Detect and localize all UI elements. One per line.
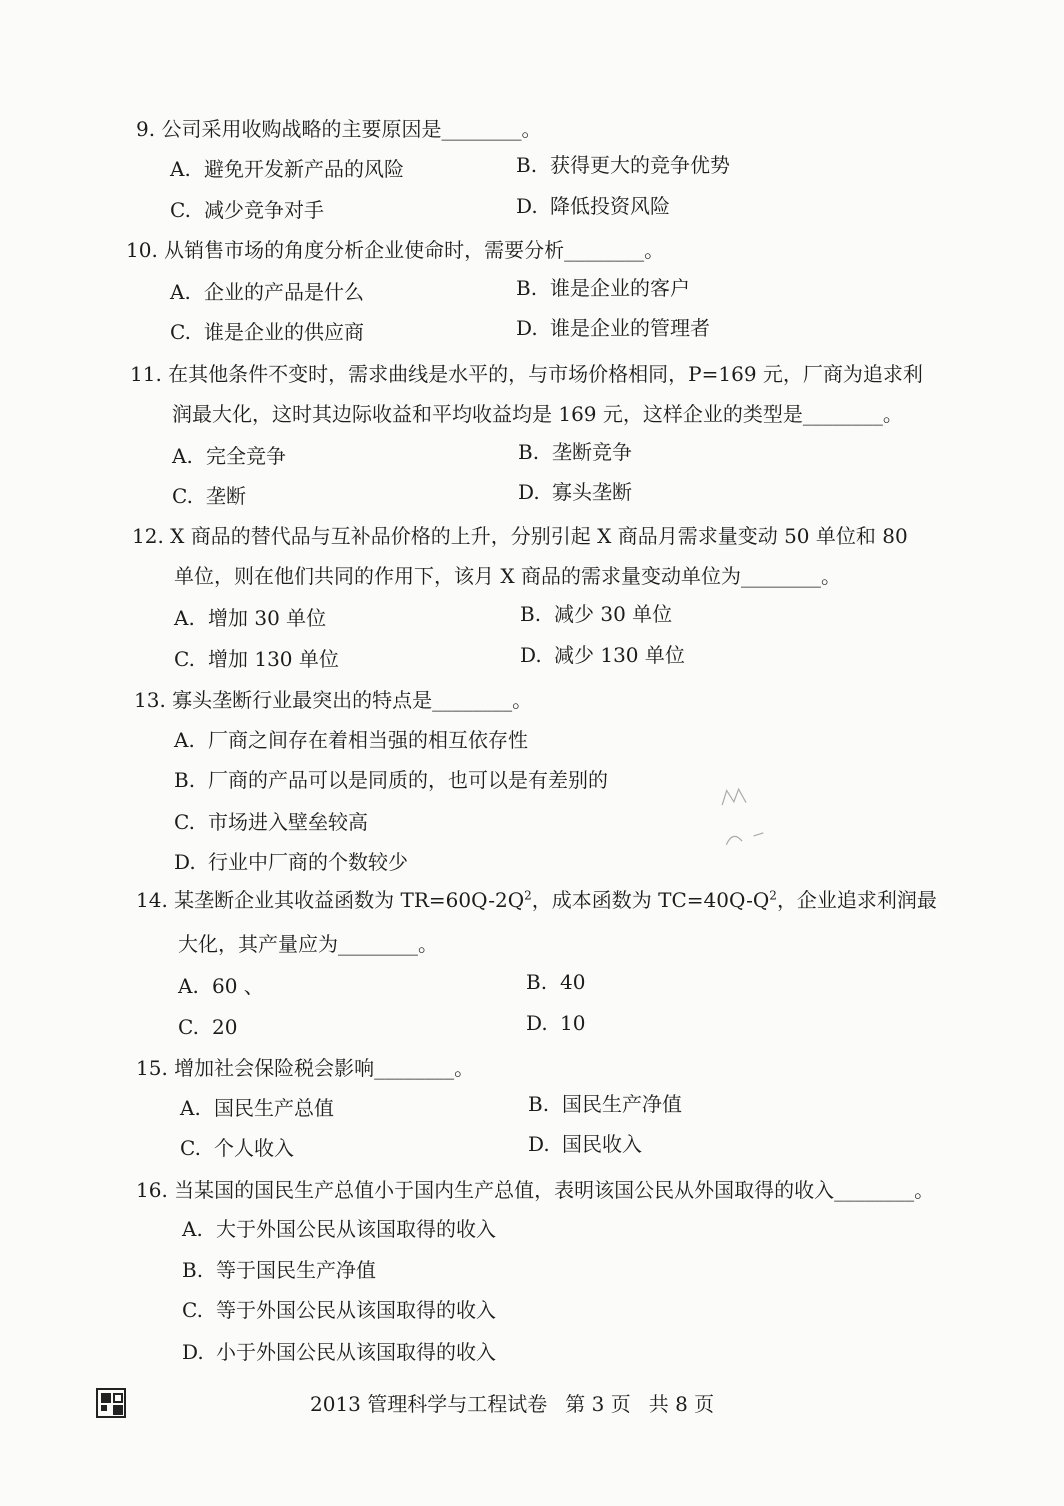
option-letter: C. xyxy=(178,1015,199,1039)
option xyxy=(520,600,672,628)
option-text: 国民生产总值 xyxy=(214,1096,334,1120)
option-letter: D. xyxy=(516,316,538,340)
option xyxy=(174,766,608,794)
question-number: 16. xyxy=(136,1178,168,1202)
option-letter: D. xyxy=(174,850,196,874)
option-text: 垄断竞争 xyxy=(552,440,632,464)
page-number: 第 3 页 xyxy=(565,1392,631,1416)
question-stem xyxy=(134,686,532,714)
option xyxy=(180,1134,294,1162)
option-text: 10 xyxy=(560,1011,586,1035)
option xyxy=(170,318,364,346)
option xyxy=(526,968,585,996)
question-number: 14. xyxy=(136,888,168,912)
option-text: 国民收入 xyxy=(562,1132,642,1156)
option-letter: A. xyxy=(178,974,199,998)
question-number: 12. xyxy=(132,524,164,548)
question-stem xyxy=(130,360,923,388)
option xyxy=(182,1215,496,1243)
option-text: 国民生产净值 xyxy=(562,1092,682,1116)
option xyxy=(516,274,690,302)
option xyxy=(172,442,286,470)
superscript: 2 xyxy=(769,888,777,903)
option-letter: C. xyxy=(170,320,191,344)
option-letter: B. xyxy=(174,768,196,792)
option-letter: D. xyxy=(518,480,540,504)
question-text: 公司采用收购战略的主要原因是________。 xyxy=(161,117,542,141)
question-number: 10. xyxy=(126,238,158,262)
handwriting-mark xyxy=(718,781,785,861)
option xyxy=(174,808,368,836)
option xyxy=(172,482,246,510)
question-text: 寡头垄断行业最突出的特点是________。 xyxy=(172,688,533,712)
question-stem-continued: 单位，则在他们共同的作用下，该月 X 商品的需求量变动单位为________。 xyxy=(174,564,841,588)
corner-square xyxy=(113,1393,123,1403)
option-letter: B. xyxy=(518,440,540,464)
question-text: 某垄断企业其收益函数为 TR=60Q-2Q xyxy=(174,888,525,912)
option-text: 小于外国公民从该国取得的收入 xyxy=(216,1340,496,1364)
option-letter: B. xyxy=(520,602,542,626)
question-stem xyxy=(136,115,541,143)
option-text: 获得更大的竞争优势 xyxy=(550,153,730,177)
option xyxy=(170,155,404,183)
option xyxy=(178,972,264,1000)
option xyxy=(516,314,710,342)
option xyxy=(518,478,632,506)
option xyxy=(516,151,730,179)
option-letter: A. xyxy=(174,728,195,752)
option-text: 等于外国公民从该国取得的收入 xyxy=(216,1298,496,1322)
question-stem xyxy=(126,236,664,264)
question-text: ，企业追求利润最 xyxy=(776,888,937,912)
option xyxy=(182,1338,496,1366)
option-letter: A. xyxy=(170,280,191,304)
option-text: 谁是企业的管理者 xyxy=(550,316,710,340)
option-letter: B. xyxy=(516,276,538,300)
corner-square xyxy=(101,1393,111,1403)
option-text: 企业的产品是什么 xyxy=(204,280,364,304)
option-text: 厂商之间存在着相当强的相互依存性 xyxy=(208,728,528,752)
option-letter: D. xyxy=(516,194,538,218)
option-letter: C. xyxy=(180,1136,201,1160)
option xyxy=(170,196,324,224)
page-footer xyxy=(310,1390,714,1418)
option-text: 垄断 xyxy=(206,484,246,508)
corner-square xyxy=(113,1405,123,1415)
option-letter: B. xyxy=(182,1258,204,1282)
option-text: 谁是企业的客户 xyxy=(550,276,690,300)
question-stem xyxy=(136,1176,934,1204)
question-text: 从销售市场的角度分析企业使命时，需要分析________。 xyxy=(164,238,665,262)
option xyxy=(182,1256,376,1284)
option-letter: A. xyxy=(182,1217,203,1241)
option-text: 行业中厂商的个数较少 xyxy=(208,850,408,874)
option-letter: B. xyxy=(528,1092,550,1116)
option xyxy=(182,1296,496,1324)
option-text: 减少 130 单位 xyxy=(554,643,685,667)
option-text: 增加 130 单位 xyxy=(208,647,339,671)
option-text: 个人收入 xyxy=(214,1136,294,1160)
option-letter: C. xyxy=(174,810,195,834)
option-text: 增加 30 单位 xyxy=(208,606,327,630)
option-letter: C. xyxy=(170,198,191,222)
question-text: ，成本函数为 TC=40Q-Q xyxy=(531,888,770,912)
option-text: 60 、 xyxy=(212,974,264,998)
question-text: 当某国的国民生产总值小于国内生产总值，表明该国公民从外国取得的收入________。 xyxy=(174,1178,935,1202)
question-stem xyxy=(136,1054,474,1082)
question-number: 13. xyxy=(134,688,166,712)
option-text: 厂商的产品可以是同质的，也可以是有差别的 xyxy=(208,768,608,792)
option-letter: A. xyxy=(180,1096,201,1120)
question-text: X 商品的替代品与互补品价格的上升，分别引起 X 商品月需求量变动 50 单位和 80 xyxy=(170,524,908,548)
option-text: 减少 30 单位 xyxy=(554,602,673,626)
option-text: 大于外国公民从该国取得的收入 xyxy=(216,1217,496,1241)
option-letter: C. xyxy=(174,647,195,671)
question-stem xyxy=(136,886,937,914)
option-letter: B. xyxy=(526,970,548,994)
question-stem-continued: 大化，其产量应为________。 xyxy=(178,932,438,956)
option-text: 减少竞争对手 xyxy=(204,198,324,222)
corner-square xyxy=(101,1405,107,1411)
question-number: 9. xyxy=(136,117,156,141)
question-number: 15. xyxy=(136,1056,168,1080)
option-letter: A. xyxy=(170,157,191,181)
option xyxy=(516,192,670,220)
option-letter: C. xyxy=(172,484,193,508)
qr-corner-icon xyxy=(96,1388,126,1418)
option-letter: D. xyxy=(520,643,542,667)
option xyxy=(174,645,339,673)
question-number: 11. xyxy=(130,362,162,386)
option xyxy=(180,1094,334,1122)
option xyxy=(170,278,364,306)
option-text: 市场进入壁垒较高 xyxy=(208,810,368,834)
option xyxy=(520,641,685,669)
option-text: 等于国民生产净值 xyxy=(216,1258,376,1282)
option-letter: D. xyxy=(526,1011,548,1035)
question-text: 在其他条件不变时，需求曲线是水平的，与市场价格相同，P=169 元，厂商为追求利 xyxy=(168,362,923,386)
option-letter: A. xyxy=(172,444,193,468)
question-stem-continued: 润最大化，这时其边际收益和平均收益均是 169 元，这样企业的类型是________。 xyxy=(172,402,903,426)
option-letter: A. xyxy=(174,606,195,630)
option xyxy=(174,848,408,876)
option xyxy=(518,438,632,466)
superscript: 2 xyxy=(524,888,532,903)
option-letter: D. xyxy=(182,1340,204,1364)
option xyxy=(526,1009,585,1037)
option-letter: D. xyxy=(528,1132,550,1156)
option-text: 40 xyxy=(560,970,586,994)
option-text: 降低投资风险 xyxy=(550,194,670,218)
question-stem xyxy=(132,522,908,550)
option xyxy=(178,1013,237,1041)
option xyxy=(174,604,326,632)
option xyxy=(528,1130,642,1158)
question-text: 增加社会保险税会影响________。 xyxy=(174,1056,475,1080)
footer-title: 2013 管理科学与工程试卷 xyxy=(310,1392,548,1416)
option xyxy=(528,1090,682,1118)
option-text: 避免开发新产品的风险 xyxy=(204,157,404,181)
option xyxy=(174,726,528,754)
option-text: 完全竞争 xyxy=(206,444,286,468)
option-letter: C. xyxy=(182,1298,203,1322)
pencil-scribble-icon xyxy=(718,781,785,857)
page-total: 共 8 页 xyxy=(648,1392,715,1416)
option-letter: B. xyxy=(516,153,538,177)
option-text: 谁是企业的供应商 xyxy=(204,320,364,344)
option-text: 寡头垄断 xyxy=(552,480,632,504)
option-text: 20 xyxy=(212,1015,238,1039)
